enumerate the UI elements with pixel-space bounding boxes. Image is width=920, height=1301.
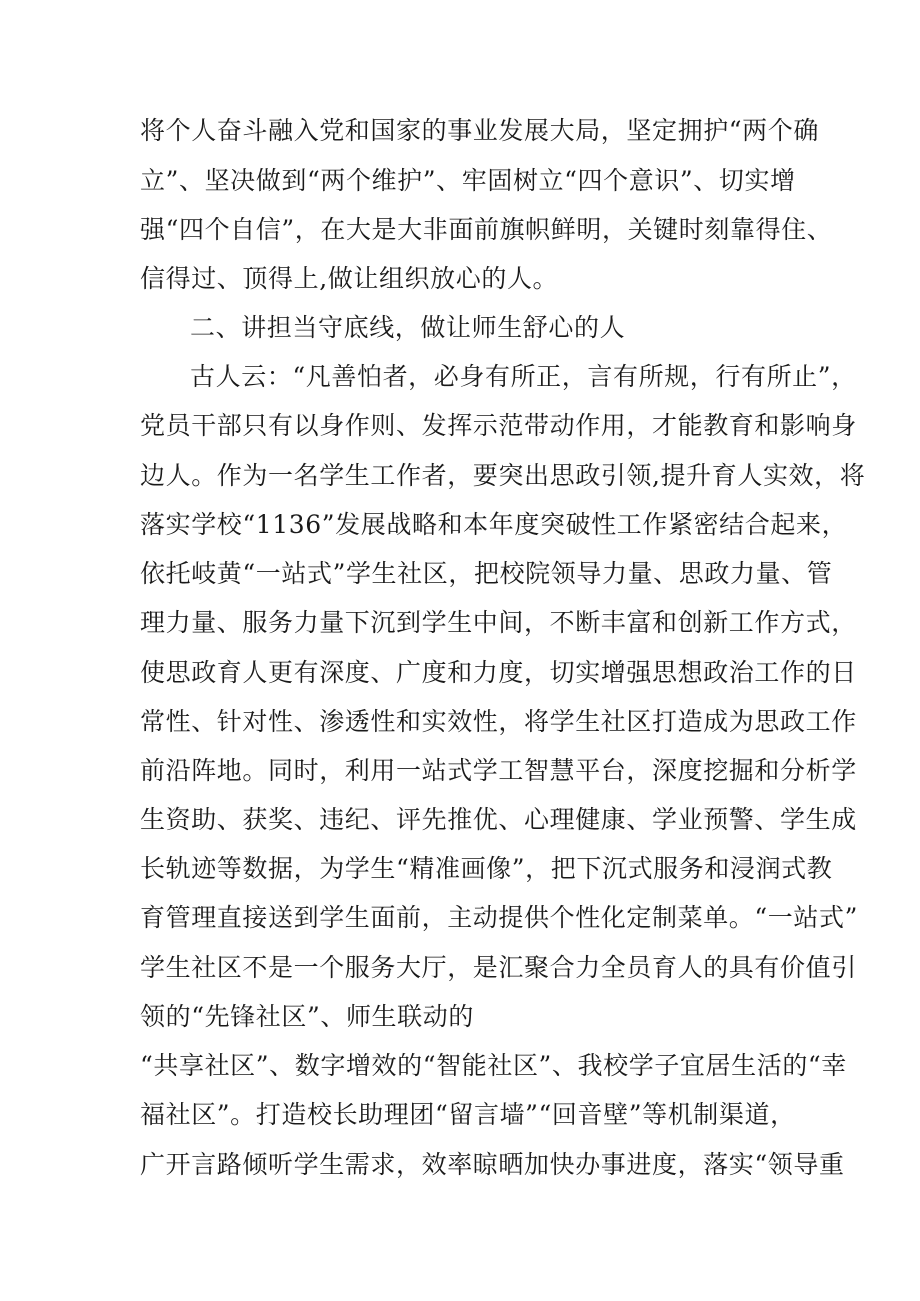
section-heading: 二、讲担当守底线，做让师生舒心的人 bbox=[190, 313, 626, 342]
paragraph-line: 常性、针对性、渗透性和实效性，将学生社区打造成为思政工作 bbox=[140, 707, 857, 736]
paragraph-line: 落实学校“1136”发展战略和本年度突破性工作紧密结合起来， bbox=[140, 510, 848, 539]
paragraph-line: 长轨迹等数据，为学生“精准画像”，把下沉式服务和浸润式教 bbox=[140, 854, 833, 883]
paragraph-line: 党员干部只有以身作则、发挥示范带动作用，才能教育和影响身 bbox=[140, 411, 857, 440]
paragraph-line: 强“四个自信”，在大是大非面前旗帜鲜明，关键时刻靠得住、 bbox=[140, 215, 833, 244]
paragraph-line: 使思政育人更有深度、广度和力度，切实增强思想政治工作的日 bbox=[140, 658, 857, 687]
paragraph-line: 古人云：“凡善怕者，必身有所正，言有所规，行有所止”， bbox=[190, 362, 857, 391]
paragraph-line: 将个人奋斗融入党和国家的事业发展大局，坚定拥护“两个确 bbox=[140, 116, 819, 145]
paragraph-line: 边人。作为一名学生工作者，要突出思政引领,提升育人实效，将 bbox=[140, 461, 866, 490]
paragraph-line: 育管理直接送到学生面前，主动提供个性化定制菜单。“一站式” bbox=[140, 903, 858, 932]
paragraph-line: 学生社区不是一个服务大厅，是汇聚合力全员育人的具有价值引 bbox=[140, 953, 857, 982]
paragraph-line: 领的“先锋社区”、师生联动的 bbox=[140, 1002, 474, 1031]
paragraph-line: 依托岐黄“一站式”学生社区，把校院领导力量、思政力量、管 bbox=[140, 559, 833, 588]
paragraph-line: 理力量、服务力量下沉到学生中间，不断丰富和创新工作方式， bbox=[140, 608, 857, 637]
paragraph-line: “共享社区”、数字增效的“智能社区”、我校学子宜居生活的“幸 bbox=[140, 1051, 847, 1080]
paragraph-line: 信得过、顶得上,做让组织放心的人。 bbox=[140, 264, 559, 293]
paragraph-line: 前沿阵地。同时，利用一站式学工智慧平台，深度挖掘和分析学 bbox=[140, 756, 857, 785]
paragraph-line: 广开言路倾听学生需求，效率晾晒加快办事进度，落实“领导重 bbox=[140, 1150, 845, 1179]
paragraph-line: 生资助、获奖、违纪、评先推优、心理健康、学业预警、学生成 bbox=[140, 805, 857, 834]
paragraph-line: 福社区”。打造校长助理团“留言墙”“回音壁”等机制渠道， bbox=[140, 1100, 796, 1129]
paragraph-line: 立”、坚决做到“两个维护”、牢固树立“四个意识”、切实增 bbox=[140, 166, 796, 195]
